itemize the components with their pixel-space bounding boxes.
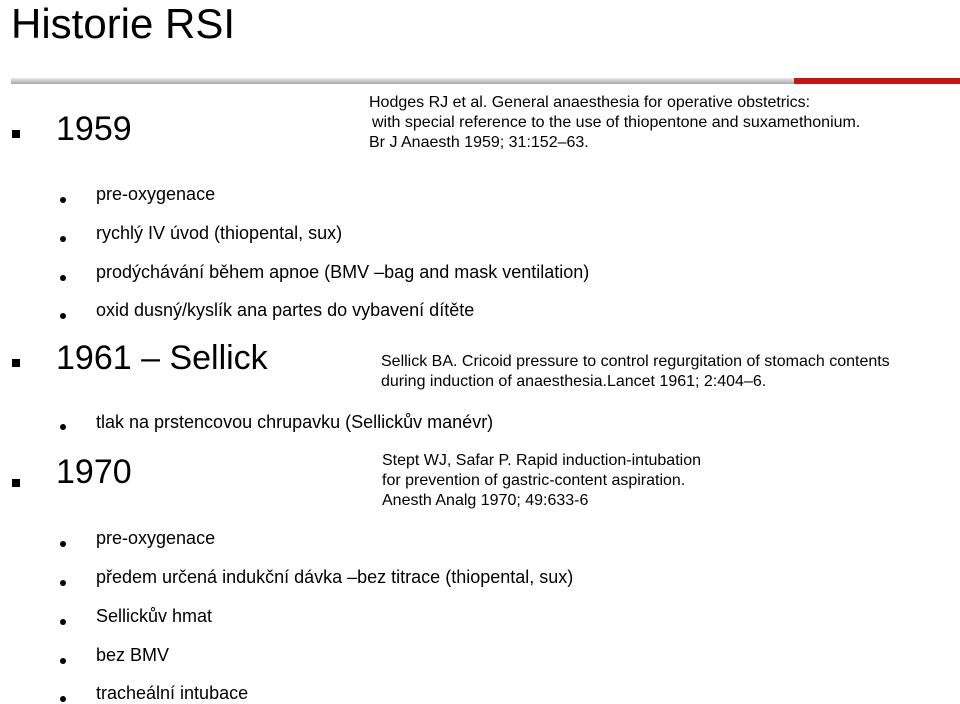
reference-line: Sellick BA. Cricoid pressure to control regurgitation of stomach contents: [381, 353, 890, 370]
round-bullet-icon: [60, 197, 66, 203]
list-item: pre-oxygenace: [96, 528, 216, 548]
round-bullet-icon: [60, 236, 66, 242]
list-item: rychlý IV úvod (thiopental, sux): [96, 223, 343, 243]
reference-line: Stept WJ, Safar P. Rapid induction-intubation: [382, 452, 701, 469]
list-item: prodýchávání během apnoe (BMV –bag and mask ventilation): [96, 262, 590, 282]
year-1970: 1970: [56, 453, 132, 491]
list-item: tracheální intubace: [96, 683, 249, 703]
section-heading-1961: 1961 – Sellick: [56, 339, 268, 377]
round-bullet-icon: [60, 313, 66, 319]
reference-line: for prevention of gastric-content aspiration.: [382, 472, 686, 489]
round-bullet-icon: [60, 658, 66, 664]
list-item: Sellickův hmat: [96, 606, 213, 626]
round-bullet-icon: [60, 424, 66, 430]
reference-line: with special reference to the use of thiopentone and suxamethonium.: [372, 114, 861, 131]
slide-title: Historie RSI: [11, 0, 236, 47]
list-item: pre-oxygenace: [96, 184, 216, 204]
reference-line: Br J Anaesth 1959; 31:152–63.: [369, 134, 589, 151]
square-bullet-icon: [12, 479, 20, 487]
square-bullet-icon: [12, 359, 20, 367]
round-bullet-icon: [60, 619, 66, 625]
round-bullet-icon: [60, 580, 66, 586]
list-item: tlak na prstencovou chrupavku (Sellickův manévr): [96, 412, 494, 432]
list-item: bez BMV: [96, 645, 170, 665]
title-divider: [11, 78, 960, 84]
list-item: předem určená indukční dávka –bez titrace (thiopental, sux): [96, 567, 574, 587]
year-1959: 1959: [56, 110, 132, 148]
reference-line: Anesth Analg 1970; 49:633-6: [382, 492, 589, 509]
reference-line: during induction of anaesthesia.Lancet 1961; 2:404–6.: [381, 373, 767, 390]
list-item: oxid dusný/kyslík ana partes do vybavení dítěte: [96, 300, 475, 320]
reference-line: Hodges RJ et al. General anaesthesia for operative obstetrics:: [369, 94, 811, 111]
round-bullet-icon: [60, 696, 66, 702]
title-divider-accent: [794, 78, 960, 84]
square-bullet-icon: [12, 130, 20, 138]
round-bullet-icon: [60, 541, 66, 547]
round-bullet-icon: [60, 275, 66, 281]
